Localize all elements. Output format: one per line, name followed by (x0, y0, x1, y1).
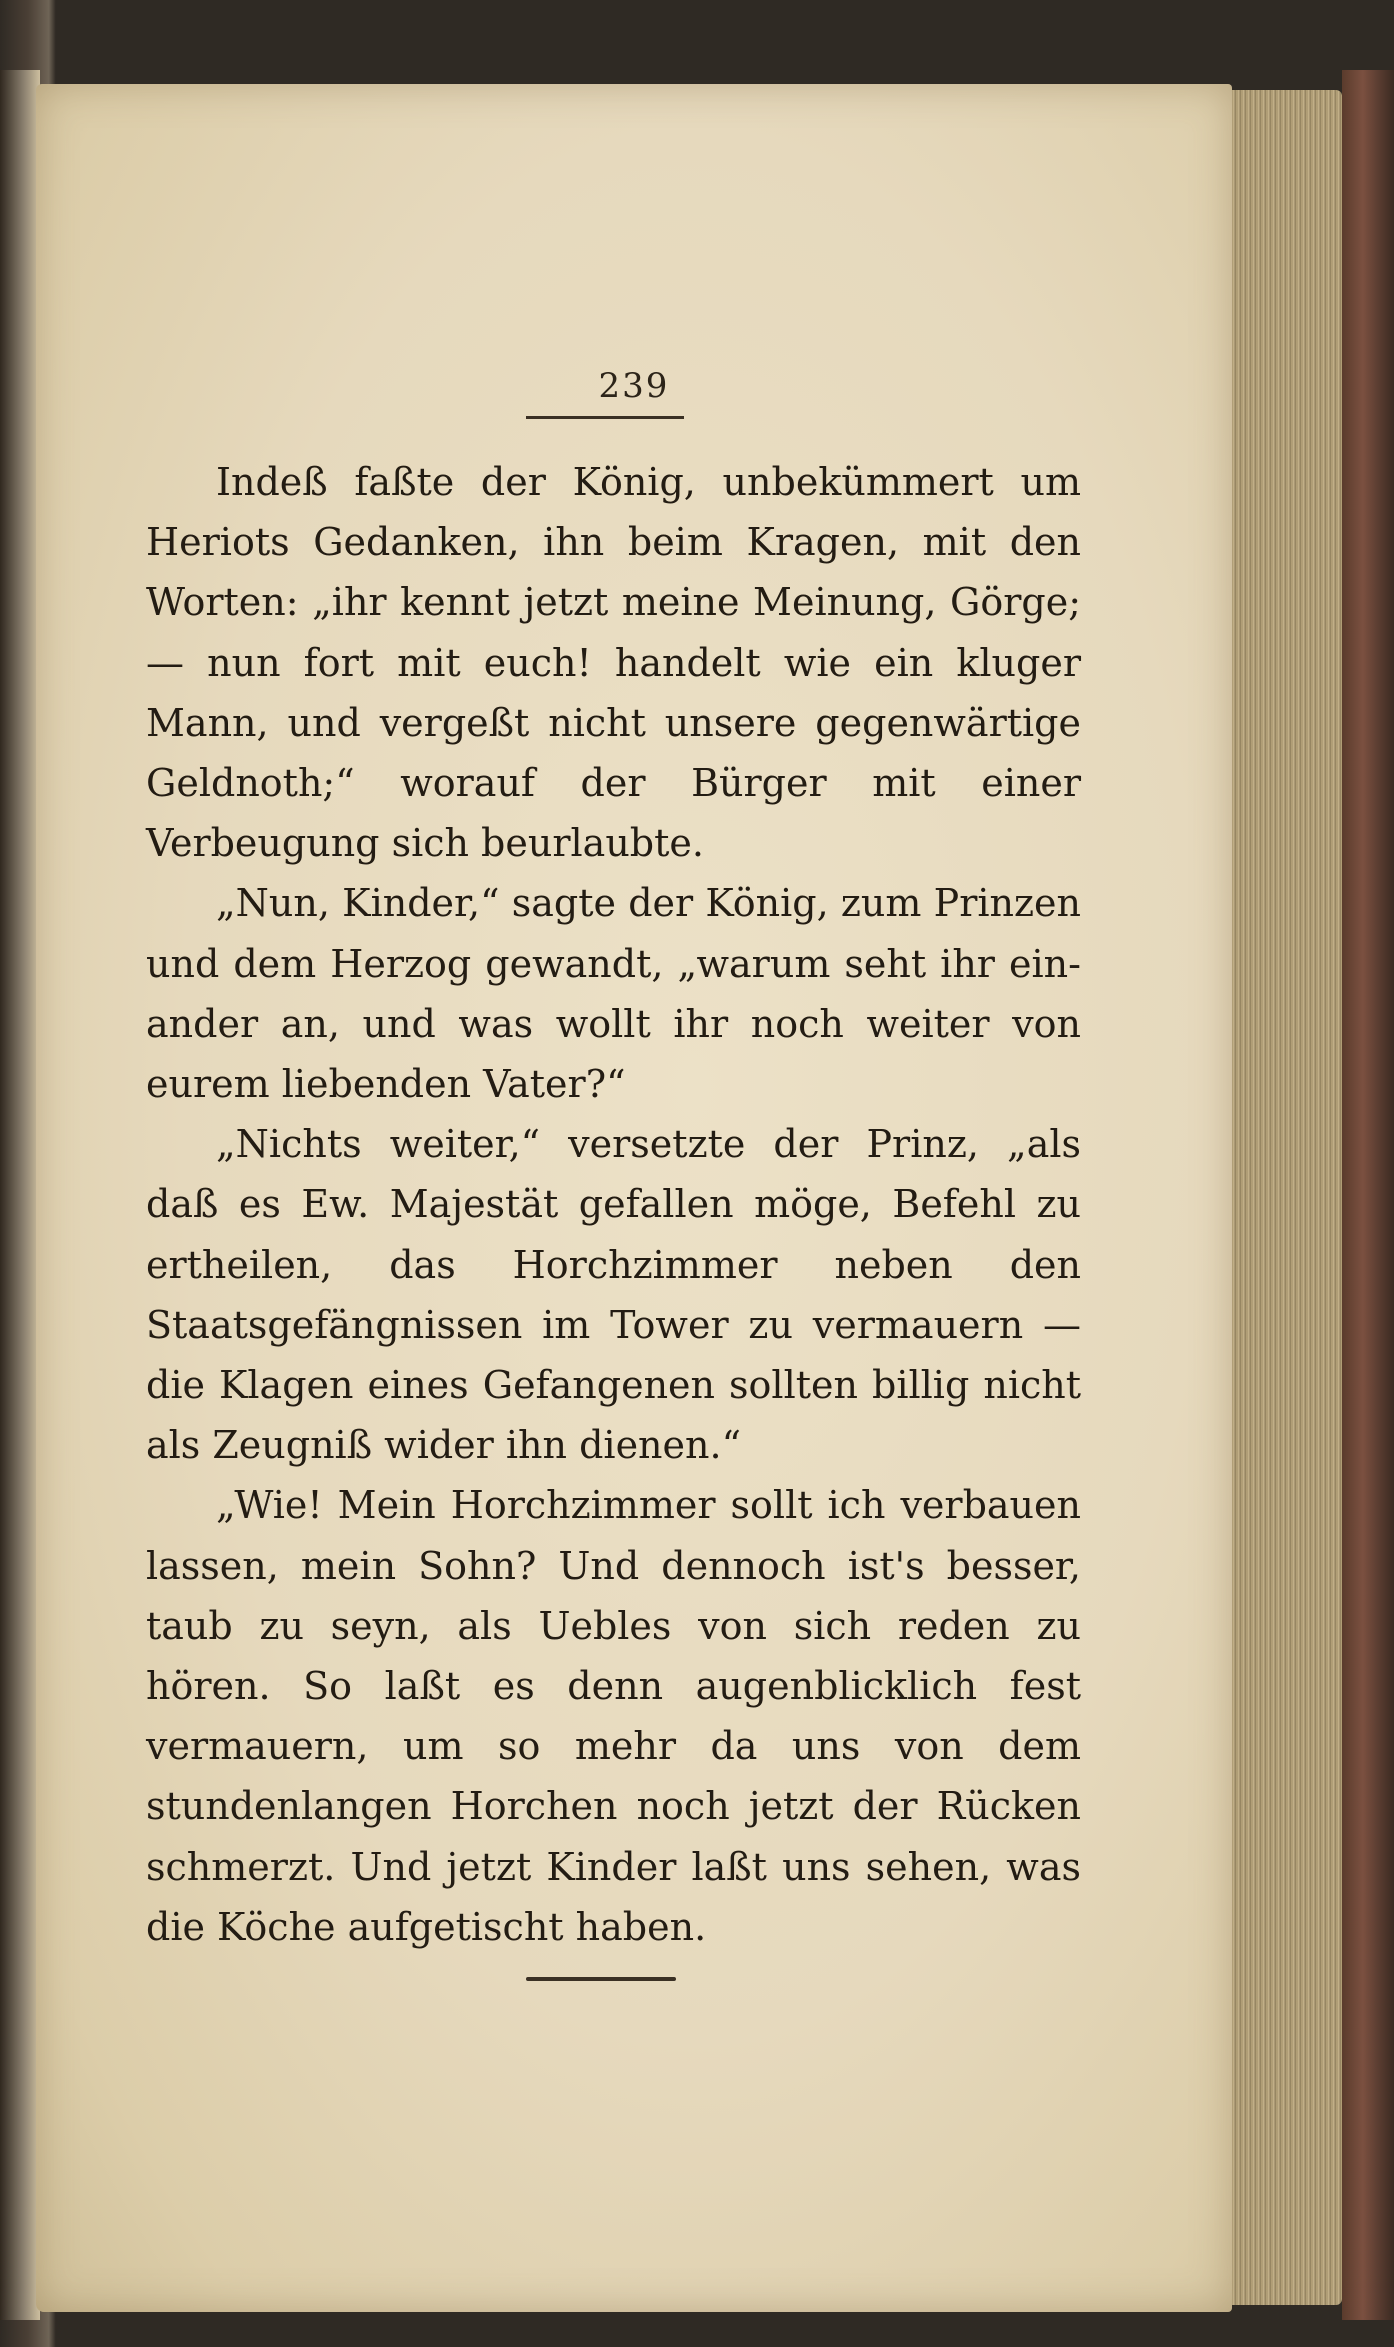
paragraph-2: „Nun, Kinder,“ sagte der König, zum Prinzen und dem Herzog gewandt, „warum seht ihr einander an, und was wollt ihr noch weiter von eurem liebenden Vater?“ (146, 881, 1081, 1107)
page-number: 239 (598, 366, 670, 406)
book-page-edges (1232, 90, 1342, 2305)
left-page-edge (0, 70, 40, 2320)
paragraph-3: „Nichts weiter,“ versetzte der Prinz, „als daß es Ew. Majestät gefallen möge, Befehl zu ertheilen, das Horchzimmer neben den Staatsgefängnissen im Tower zu vermauern — die Klagen eines Gefangenen sollten billig nicht als Zeugniß wider ihn dienen.“ (146, 1122, 1081, 1468)
book-cover-edge (1342, 70, 1394, 2320)
book-page (36, 84, 1232, 2312)
end-rule (526, 1977, 676, 1981)
page-text (146, 452, 1081, 1957)
header-rule (526, 416, 684, 419)
paragraph-4: „Wie! Mein Horchzimmer sollt ich verbauen lassen, mein Sohn? Und dennoch ist's besser, taub zu seyn, als Uebles von sich reden zu hören. So laßt es denn augenblicklich fest vermauern, um so mehr da uns von dem stundenlangen Horchen noch jetzt der Rücken schmerzt. Und jetzt Kinder laßt uns sehen, was die Köche aufgetischt haben. (146, 1483, 1081, 1949)
paragraph-1: Indeß faßte der König, unbekümmert um Heriots Gedanken, ihn beim Kragen, mit den Worten: „ihr kennt jetzt meine Meinung, Görge; — nun fort mit euch! handelt wie ein kluger Mann, und vergeßt nicht unsere gegenwärtige Geldnoth;“ worauf der Bürger mit einer Verbeugung sich beurlaubte. (146, 460, 1081, 866)
